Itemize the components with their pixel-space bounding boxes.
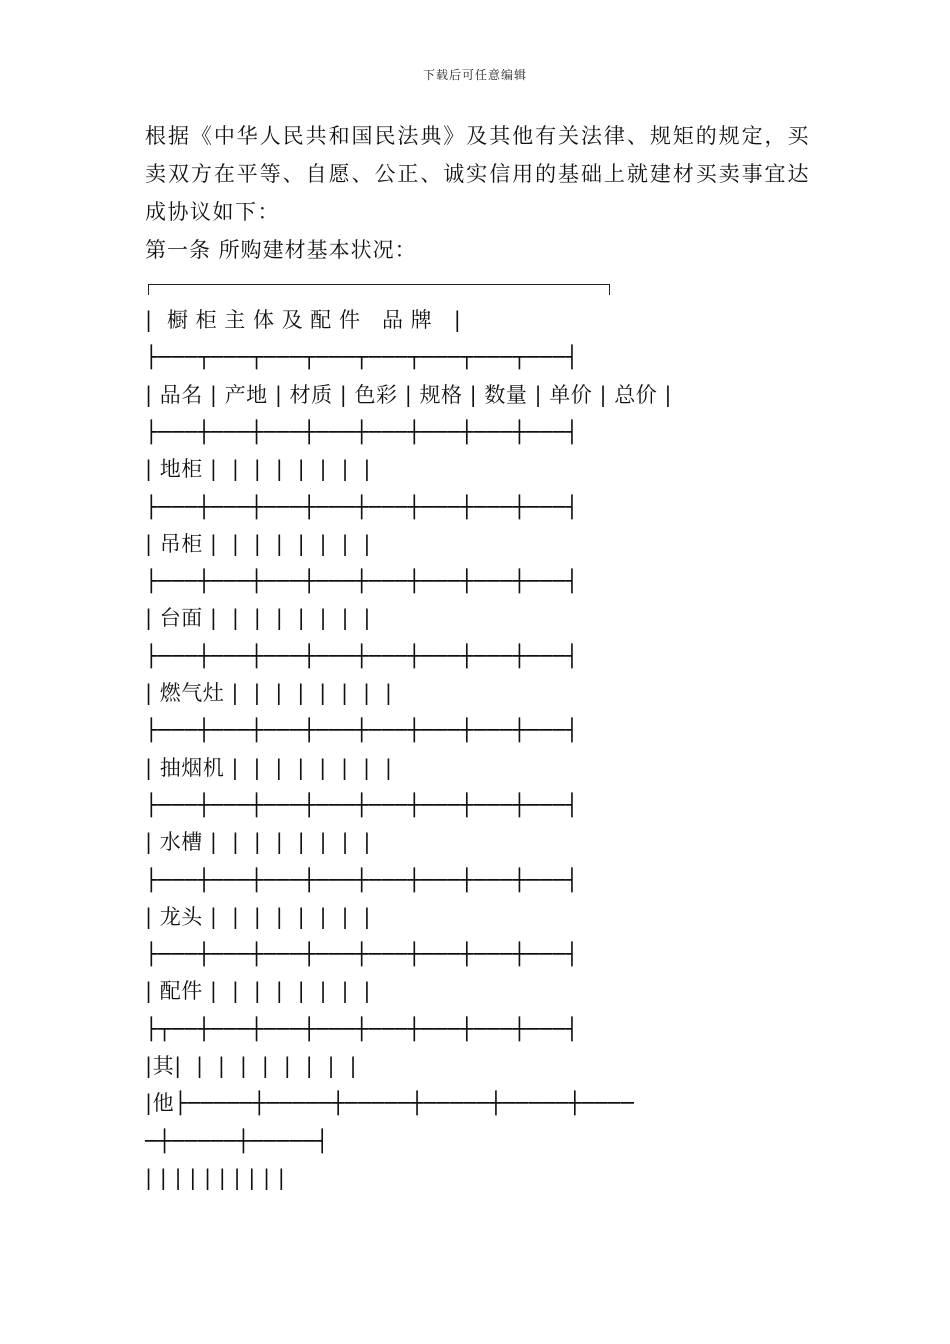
table-line: | 吊柜 | | | | | | | | bbox=[145, 531, 371, 556]
table-line: ├───┼───┼───┼───┼───┼───┼───┼───┤ bbox=[145, 942, 579, 967]
table-line: ├───┼───┼───┼───┼───┼───┼───┼───┤ bbox=[145, 569, 579, 594]
header-note: 下载后可任意编辑 bbox=[422, 68, 527, 82]
table-top-border bbox=[148, 284, 610, 295]
table-line: ─┼─────┼─────┤ bbox=[145, 1128, 330, 1153]
table-line: | 燃气灶 | | | | | | | | bbox=[145, 681, 393, 705]
table-line: ├───┼───┼───┼───┼───┼───┼───┼───┤ bbox=[145, 419, 579, 444]
table-line: ├───┼───┼───┼───┼───┼───┼───┼───┤ bbox=[145, 643, 579, 668]
table-line: | 龙头 | | | | | | | | bbox=[145, 904, 371, 929]
table-line: ├───┼───┼───┼───┼───┼───┼───┼───┤ bbox=[145, 718, 579, 743]
table-line: |其| | | | | | | | | bbox=[145, 1054, 358, 1078]
table-line: | 品名 | 产地 | 材质 | 色彩 | 规格 | 数量 | 单价 | 总价 | bbox=[145, 382, 672, 407]
clause-1-title: 第一条 所购建材基本状况： bbox=[145, 238, 417, 262]
table-line: ├┬──┼───┼───┼───┼───┼───┼───┼───┤ bbox=[145, 1016, 579, 1041]
table-line: ├───┼───┼───┼───┼───┼───┼───┼───┤ bbox=[145, 494, 579, 519]
table-line: | 抽烟机 | | | | | | | | bbox=[145, 755, 393, 780]
intro-paragraph: 根据《中华人民共和国民法典》及其他有关法律、规矩的规定，买卖双方在平等、自愿、公正、诚实信用的基础上就建材买卖事宜达成协议如下： bbox=[145, 124, 810, 224]
table-line: | 台面 | | | | | | | | bbox=[145, 606, 371, 631]
table-line: |他├─────┼─────┼─────┼─────┼─────┼──── bbox=[145, 1091, 635, 1116]
table-line: ├───┬───┬───┬───┬───┬───┬───┬───┤ bbox=[145, 345, 579, 370]
table-line: ├───┼───┼───┼───┼───┼───┼───┼───┤ bbox=[145, 867, 579, 892]
table-line: | | | | | | | | | | bbox=[145, 1165, 286, 1190]
table-line: | 橱 柜 主 体 及 配 件 品 牌 | bbox=[145, 308, 462, 332]
table-line: ├───┼───┼───┼───┼───┼───┼───┼───┤ bbox=[145, 792, 579, 817]
table-line: | 地柜 | | | | | | | | bbox=[145, 457, 371, 482]
table-line: | 水槽 | | | | | | | | bbox=[145, 830, 371, 855]
table-line: | 配件 | | | | | | | | bbox=[145, 979, 371, 1004]
